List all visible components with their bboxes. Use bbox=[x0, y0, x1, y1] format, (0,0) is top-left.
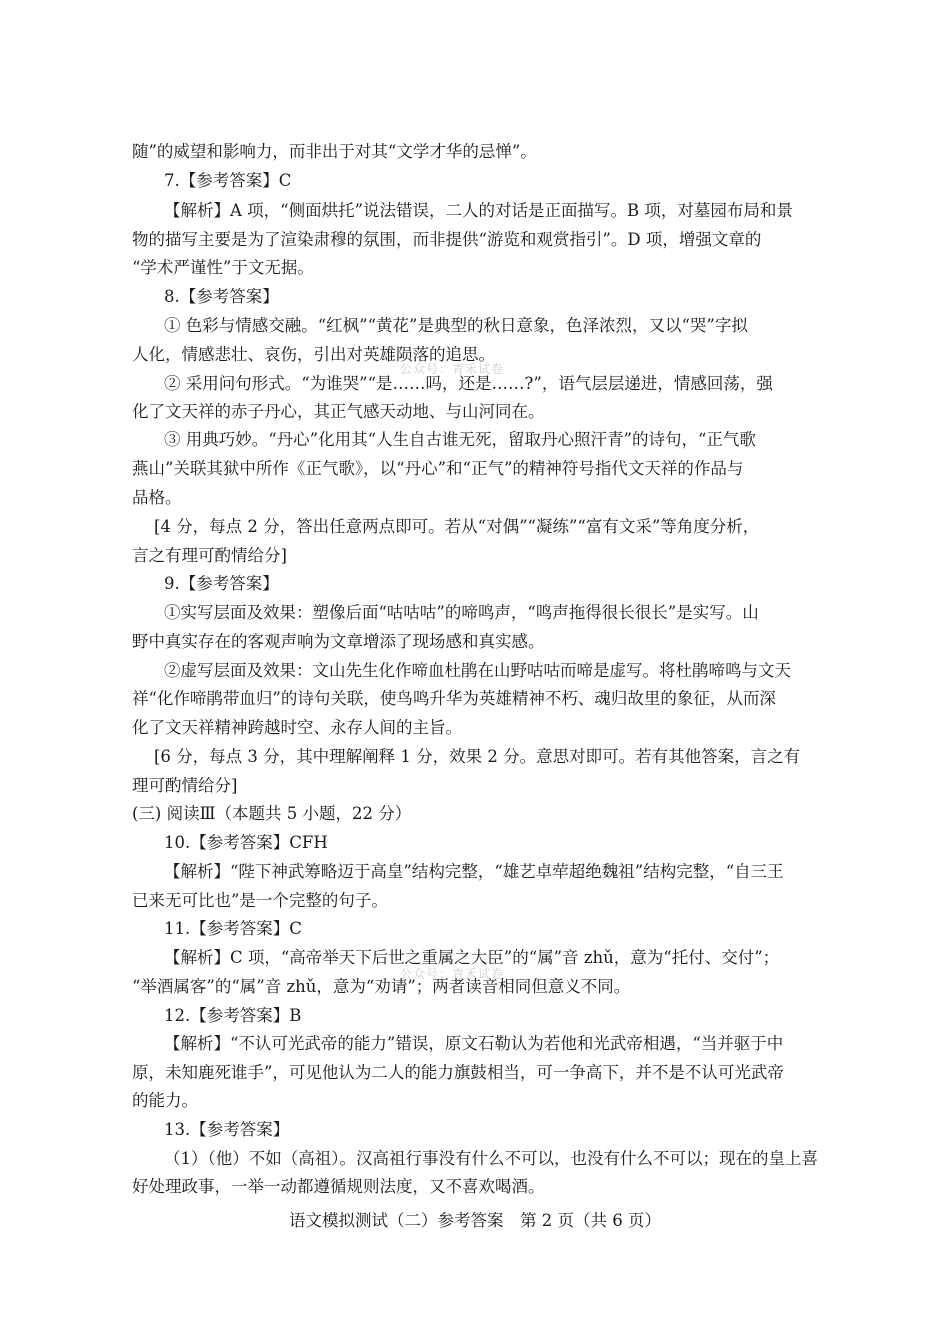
scoring-note: 言之有理可酌情给分] bbox=[132, 546, 287, 565]
text-line: 野中真实存在的客观声响为文章增添了现场感和真实感。 bbox=[132, 632, 545, 651]
text-line: ② 采用问句形式。“为谁哭”“是……吗，还是……?”，语气层层递进，情感回荡，强 bbox=[164, 374, 773, 393]
answer-heading: 7.【参考答案】C bbox=[164, 171, 292, 190]
text-line: 【解析】“陛下神武筹略迈于高皇”结构完整，“雄艺卓荦超绝魏祖”结构完整，“自三王 bbox=[164, 862, 784, 881]
scoring-note: 理可酌情给分] bbox=[132, 776, 238, 795]
text-line: 化了文天祥的赤子丹心，其正气感天动地、与山河同在。 bbox=[132, 402, 545, 421]
text-line: 祥“化作啼鹃带血归”的诗句关联，使鸟鸣升华为英雄精神不朽、魂归故里的象征，从而深 bbox=[132, 689, 776, 708]
scoring-note: [6 分，每点 3 分，其中理解阐释 1 分，效果 2 分。意思对即可。若有其他答案，言之有 bbox=[154, 747, 801, 766]
answer-heading: 10.【参考答案】CFH bbox=[164, 833, 328, 852]
text-line: 人化，情感悲壮、哀伤，引出对英雄陨落的追思。 bbox=[132, 345, 495, 364]
answer-heading: 13.【参考答案】 bbox=[164, 1120, 290, 1139]
watermark: 公众号：青禾试卷 bbox=[400, 967, 505, 981]
text-line: 的能力。 bbox=[132, 1091, 198, 1110]
text-line: 燕山”关联其狱中所作《正气歌》，以“丹心”和“正气”的精神符号指代文天祥的作品与 bbox=[132, 459, 744, 478]
text-line: ②虚写层面及效果：文山先生化作啼血杜鹃在山野咕咕而啼是虚写。将杜鹃啼鸣与文天 bbox=[164, 661, 791, 680]
text-line: “举酒属客”的“属”音 zhǔ，意为“劝请”；两者读音相同但意义不同。 bbox=[132, 977, 631, 996]
text-line: 随”的威望和影响力，而非出于对其“文学才华的忌惮”。 bbox=[132, 142, 537, 161]
text-line: （1）（他）不如（高祖）。汉高祖行事没有什么不可以，也没有什么不可以；现在的皇上喜 bbox=[164, 1149, 818, 1168]
answer-heading: 9.【参考答案】 bbox=[164, 574, 279, 593]
text-line: 好处理政事，一举一动都遵循规则法度，又不喜欢喝酒。 bbox=[132, 1177, 545, 1196]
text-line: 物的描写主要是为了渲染肃穆的氛围，而非提供“游览和观赏指引”。D 项，增强文章的 bbox=[132, 230, 762, 249]
text-line: ①实写层面及效果：塑像后面“咕咕咕”的啼鸣声，“鸣声拖得很长很长”是实写。山 bbox=[164, 603, 759, 622]
text-line: 已来无可比也”是一个完整的句子。 bbox=[132, 891, 388, 910]
text-line: 【解析】A 项，“侧面烘托”说法错误，二人的对话是正面描写。B 项，对墓园布局和景 bbox=[164, 201, 793, 220]
text-line: ③ 用典巧妙。“丹心”化用其“人生自古谁无死，留取丹心照汗青”的诗句，“正气歌 bbox=[164, 430, 756, 449]
text-line: 【解析】C 项，“高帝举天下后世之重属之大臣”的“属”音 zhǔ，意为“托付、交付”； bbox=[164, 948, 780, 967]
scoring-note: [4 分，每点 2 分，答出任意两点即可。若从“对偶”“凝练”“富有文采”等角度分析， bbox=[154, 517, 760, 536]
page-footer: 语文模拟测试（二）参考答案 第 2 页（共 6 页） bbox=[289, 1211, 661, 1230]
answer-heading: 11.【参考答案】C bbox=[164, 919, 302, 938]
answer-heading: 8.【参考答案】 bbox=[164, 287, 279, 306]
text-line: 化了文天祥精神跨越时空、永存人间的主旨。 bbox=[132, 718, 462, 737]
text-line: 【解析】“不认可光武帝的能力”错误，原文石勒认为若他和光武帝相遇，“当并驱于中 bbox=[164, 1034, 784, 1053]
text-line: 品格。 bbox=[132, 488, 182, 507]
answer-heading: 12.【参考答案】B bbox=[164, 1006, 302, 1025]
text-line: 原，未知鹿死谁手”，可见他认为二人的能力旗鼓相当，可一争高下，并不是不认可光武帝 bbox=[132, 1063, 784, 1082]
section-heading: (三) 阅读Ⅲ（本题共 5 小题，22 分） bbox=[132, 804, 412, 823]
text-line: “学术严谨性”于文无据。 bbox=[132, 258, 314, 277]
watermark: 公众号：青禾试卷 bbox=[400, 362, 505, 376]
text-line: ① 色彩与情感交融。“红枫”“黄花”是典型的秋日意象，色泽浓烈，又以“哭”字拟 bbox=[164, 316, 748, 335]
